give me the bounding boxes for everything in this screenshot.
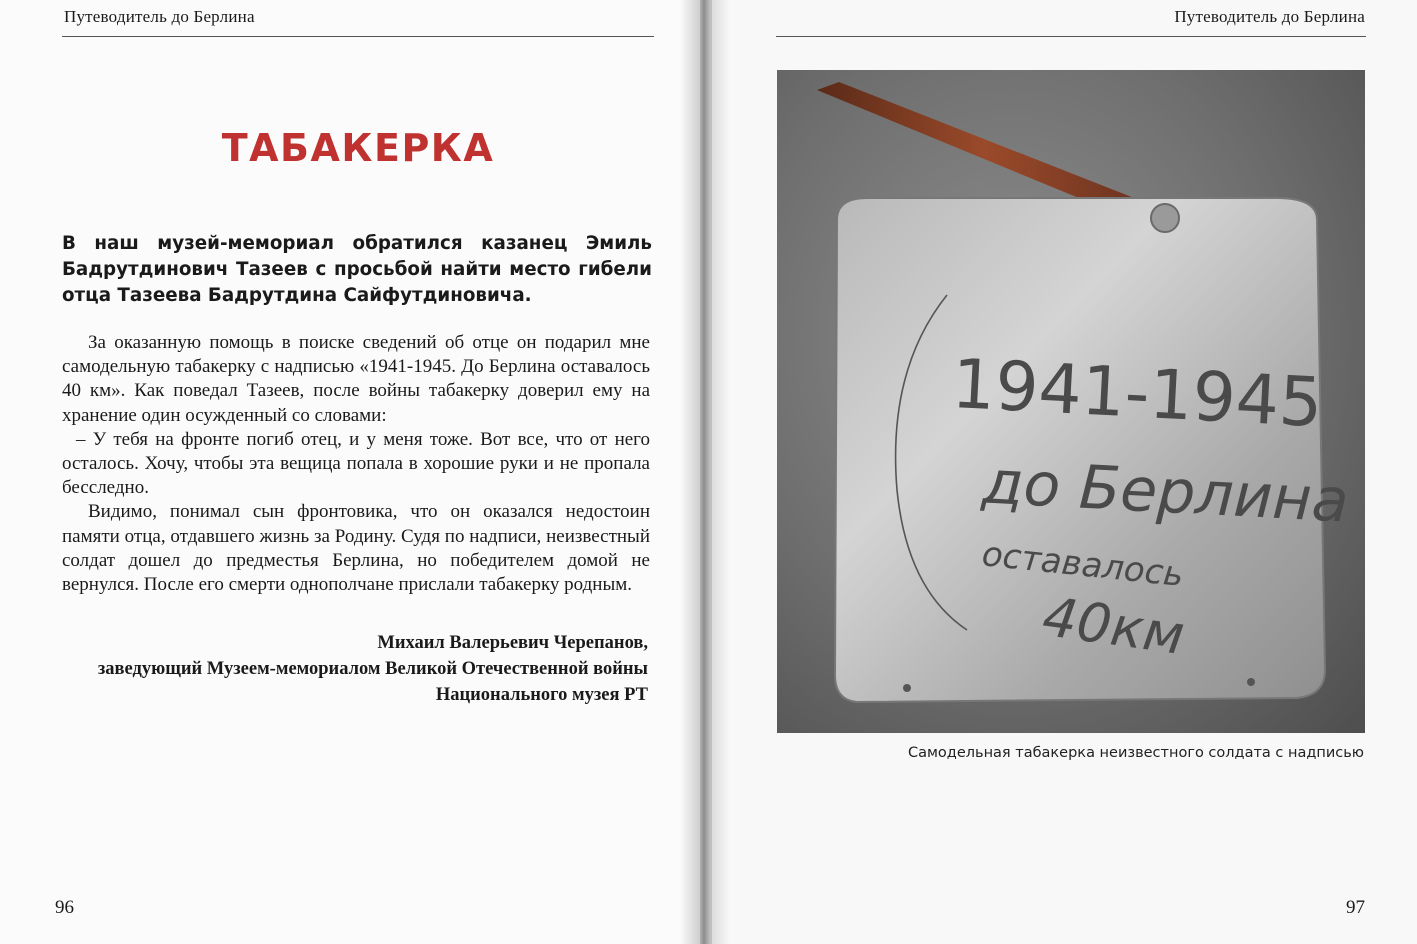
header-rule (62, 36, 654, 37)
snuffbox-photo (777, 70, 1365, 733)
article-title: ТАБАКЕРКА (221, 126, 495, 170)
author-organization: Национального музея РТ (435, 685, 648, 705)
engraving-line2: оставалось (980, 534, 1186, 596)
engraving-line1: до Берлина (980, 447, 1351, 537)
lead-paragraph: В наш музей-мемориал обратился казанец Эмиль Бадрутдинович Тазеев с просьбой найти место гибели отца Тазеева Бадрутдина Сайфутдиновича. (62, 233, 652, 306)
body-paragraph: – У тебя на фронте погиб отец, и у меня тоже. Вот все, что от него осталось. Хочу, чтобы эта вещица попала в хорошие руки и не пропала бесследно. (62, 428, 650, 499)
engraving-years: 1941-1945 (950, 344, 1325, 444)
author-signature (98, 630, 648, 708)
body-paragraph: Видимо, понимал сын фронтовика, что он оказался недостоин памяти отца, отдавшего жизнь за Родину. Судя по надписи, неизвестный солдат дошел до предместья Берлина, но победителем домой не вернулся. После его смерти однополчане прислали табакерку родным. (62, 501, 650, 596)
running-head: Путеводитель до Берлина (64, 7, 255, 26)
header-rule (776, 36, 1366, 37)
author-name: Михаил Валерьевич Черепанов, (377, 633, 648, 653)
author-position: заведующий Музеем-мемориалом Великой Отечественной войны (97, 659, 648, 679)
rivet (1151, 204, 1179, 232)
running-head: Путеводитель до Берлина (1174, 7, 1365, 26)
page-number: 97 (1346, 897, 1365, 918)
photo-caption: Самодельная табакерка неизвестного солдата с надписью (907, 745, 1364, 761)
left-page (0, 0, 700, 944)
snuffbox-illustration (777, 70, 1365, 733)
article-body (62, 331, 650, 597)
right-page (712, 0, 1417, 944)
page-number: 96 (55, 897, 74, 918)
body-paragraph: За оказанную помощь в поиске сведений об отце он подарил мне самодельную табакерку с надписью «1941-1945. До Берлина оставалось 40 км». Как поведал Тазеев, после войны табакерку доверил ему на хранение один осужденный со словами: (62, 332, 650, 426)
engraving-line3: 40км (1038, 584, 1189, 668)
